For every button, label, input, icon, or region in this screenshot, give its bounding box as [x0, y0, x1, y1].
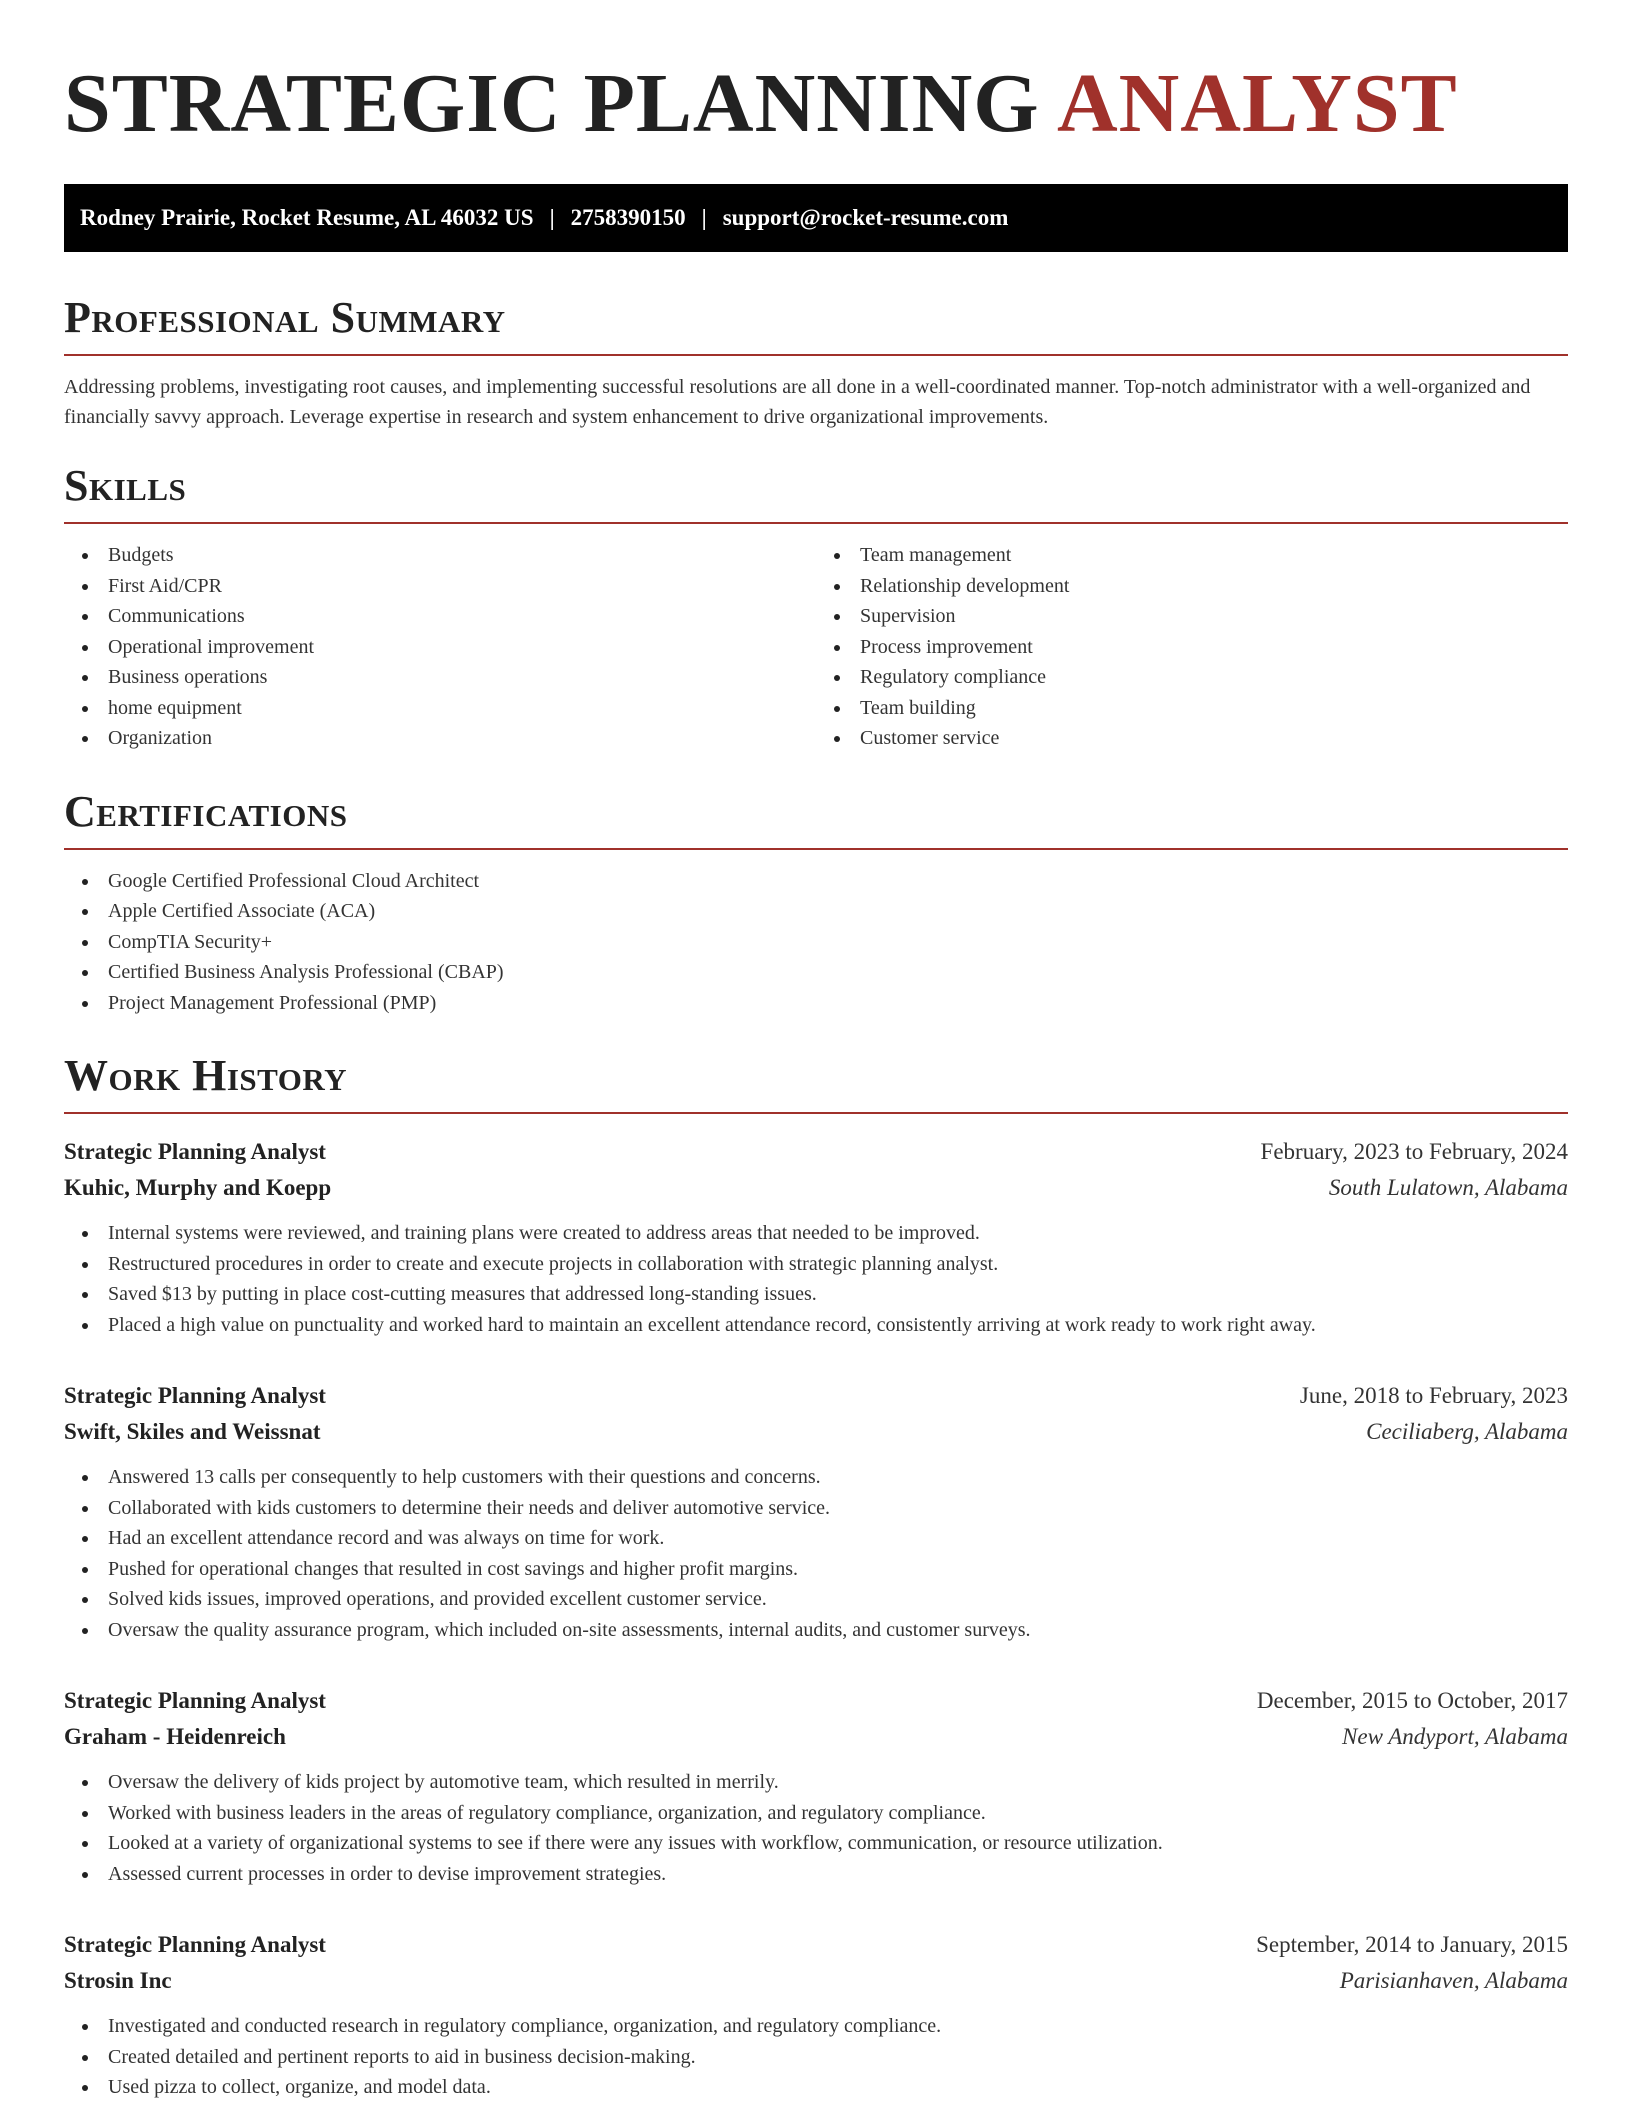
certifications-list [64, 866, 1568, 1019]
job-dates: December, 2015 to October, 2017 [1256, 1688, 1568, 1713]
certifications-section [64, 788, 1568, 1019]
job-bullets [64, 2011, 1568, 2103]
skill-item: Supervision [816, 601, 1568, 632]
job-company: Graham - Heidenreich [64, 1724, 286, 1749]
job-bullet: Used pizza to collect, organize, and model data. [64, 2072, 1568, 2103]
job-bullet: Worked with business leaders in the areas of regulatory compliance, organization, and regulatory compliance. [64, 1798, 1568, 1829]
contact-separator: | [549, 205, 555, 230]
job-bullet: Assessed current processes in order to devise improvement strategies. [64, 1859, 1568, 1890]
job-location: Parisianhaven, Alabama [1339, 1968, 1568, 1993]
summary-section [64, 294, 1568, 432]
job-bullet: Pushed for operational changes that resulted in cost savings and higher profit margins. [64, 1554, 1568, 1585]
job-location: Ceciliaberg, Alabama [1366, 1419, 1568, 1444]
summary-text: Addressing problems, investigating root causes, and implementing successful resolutions are all done in a well-coordinated manner. Top-notch administrator with a well-organized and financially savvy approach. Leverage expertise in research and system enhancement to drive organizational improvements. [64, 376, 1531, 428]
job-dates: June, 2018 to February, 2023 [1299, 1383, 1568, 1408]
certification-item: Google Certified Professional Cloud Architect [64, 866, 1568, 897]
job-bullet: Oversaw the quality assurance program, which included on-site assessments, internal audits, and customer surveys. [64, 1615, 1568, 1646]
job-entry [64, 1683, 1568, 1889]
certification-item: CompTIA Security+ [64, 927, 1568, 958]
job-bullets [64, 1462, 1568, 1645]
skills-section [64, 462, 1568, 754]
certification-item: Apple Certified Associate (ACA) [64, 896, 1568, 927]
job-bullet: Solved kids issues, improved operations, and provided excellent customer service. [64, 1584, 1568, 1615]
job-location: New Andyport, Alabama [1342, 1724, 1568, 1749]
skill-item: Operational improvement [64, 632, 816, 663]
job-dates: February, 2023 to February, 2024 [1260, 1139, 1568, 1164]
skill-item: Process improvement [816, 632, 1568, 663]
job-bullet: Answered 13 calls per consequently to help customers with their questions and concerns. [64, 1462, 1568, 1493]
job-title: Strategic Planning Analyst [64, 1139, 326, 1164]
job-title: Strategic Planning Analyst [64, 1688, 326, 1713]
job-bullet: Saved $13 by putting in place cost-cutting measures that addressed long-standing issues. [64, 1279, 1568, 1310]
job-entry [64, 1134, 1568, 1340]
skill-item: Regulatory compliance [816, 662, 1568, 693]
skills-list-right [816, 540, 1568, 754]
job-bullet: Internal systems were reviewed, and training plans were created to address areas that needed to be improved. [64, 1218, 1568, 1249]
skill-item: First Aid/CPR [64, 571, 816, 602]
contact-email: support@rocket-resume.com [722, 205, 1009, 230]
skill-item: Business operations [64, 662, 816, 693]
certification-item: Project Management Professional (PMP) [64, 988, 1568, 1019]
contact-bar [64, 184, 1568, 252]
skills-grid [64, 540, 1568, 754]
work-history-section [64, 1052, 1568, 2103]
skill-item: Organization [64, 723, 816, 754]
certification-item: Certified Business Analysis Professional (CBAP) [64, 957, 1568, 988]
job-entry [64, 1378, 1568, 1645]
job-bullet: Created detailed and pertinent reports to aid in business decision-making. [64, 2042, 1568, 2073]
job-bullet: Oversaw the delivery of kids project by automotive team, which resulted in merrily. [64, 1767, 1568, 1798]
job-bullet: Had an excellent attendance record and was always on time for work. [64, 1523, 1568, 1554]
job-bullet: Looked at a variety of organizational systems to see if there were any issues with workflow, communication, or resource utilization. [64, 1828, 1568, 1859]
job-entry [64, 1927, 1568, 2103]
job-dates: September, 2014 to January, 2015 [1256, 1932, 1568, 1957]
summary-title: Professional Summary [64, 294, 1568, 356]
skills-list-left [64, 540, 816, 754]
job-company: Kuhic, Murphy and Koepp [64, 1175, 332, 1200]
work-history-title: Work History [64, 1052, 1568, 1114]
certifications-title: Certifications [64, 788, 1568, 850]
contact-address: Rodney Prairie, Rocket Resume, AL 46032 US [80, 205, 534, 230]
skill-item: Budgets [64, 540, 816, 571]
job-bullet: Restructured procedures in order to create and execute projects in collaboration with strategic planning analyst. [64, 1249, 1568, 1280]
job-company: Strosin Inc [64, 1968, 172, 1993]
skill-item: Team building [816, 693, 1568, 724]
skill-item: Customer service [816, 723, 1568, 754]
job-bullet: Collaborated with kids customers to determine their needs and deliver automotive service. [64, 1493, 1568, 1524]
job-title: Strategic Planning Analyst [64, 1383, 326, 1408]
job-bullets [64, 1767, 1568, 1889]
job-bullet: Placed a high value on punctuality and worked hard to maintain an excellent attendance record, consistently arriving at work ready to work right away. [64, 1310, 1568, 1341]
name-main: STRATEGIC PLANNING [64, 57, 1040, 150]
contact-separator: | [701, 205, 707, 230]
skill-item: Relationship development [816, 571, 1568, 602]
skill-item: home equipment [64, 693, 816, 724]
skills-title: Skills [64, 462, 1568, 524]
job-title: Strategic Planning Analyst [64, 1932, 326, 1957]
job-company: Swift, Skiles and Weissnat [64, 1419, 321, 1444]
job-bullets [64, 1218, 1568, 1340]
job-bullet: Investigated and conducted research in regulatory compliance, organization, and regulatory compliance. [64, 2011, 1568, 2042]
skill-item: Team management [816, 540, 1568, 571]
resume-name [64, 58, 1568, 150]
skill-item: Communications [64, 601, 816, 632]
contact-phone: 2758390150 [570, 205, 686, 230]
job-location: South Lulatown, Alabama [1328, 1175, 1568, 1200]
name-accent: ANALYST [1056, 57, 1458, 150]
